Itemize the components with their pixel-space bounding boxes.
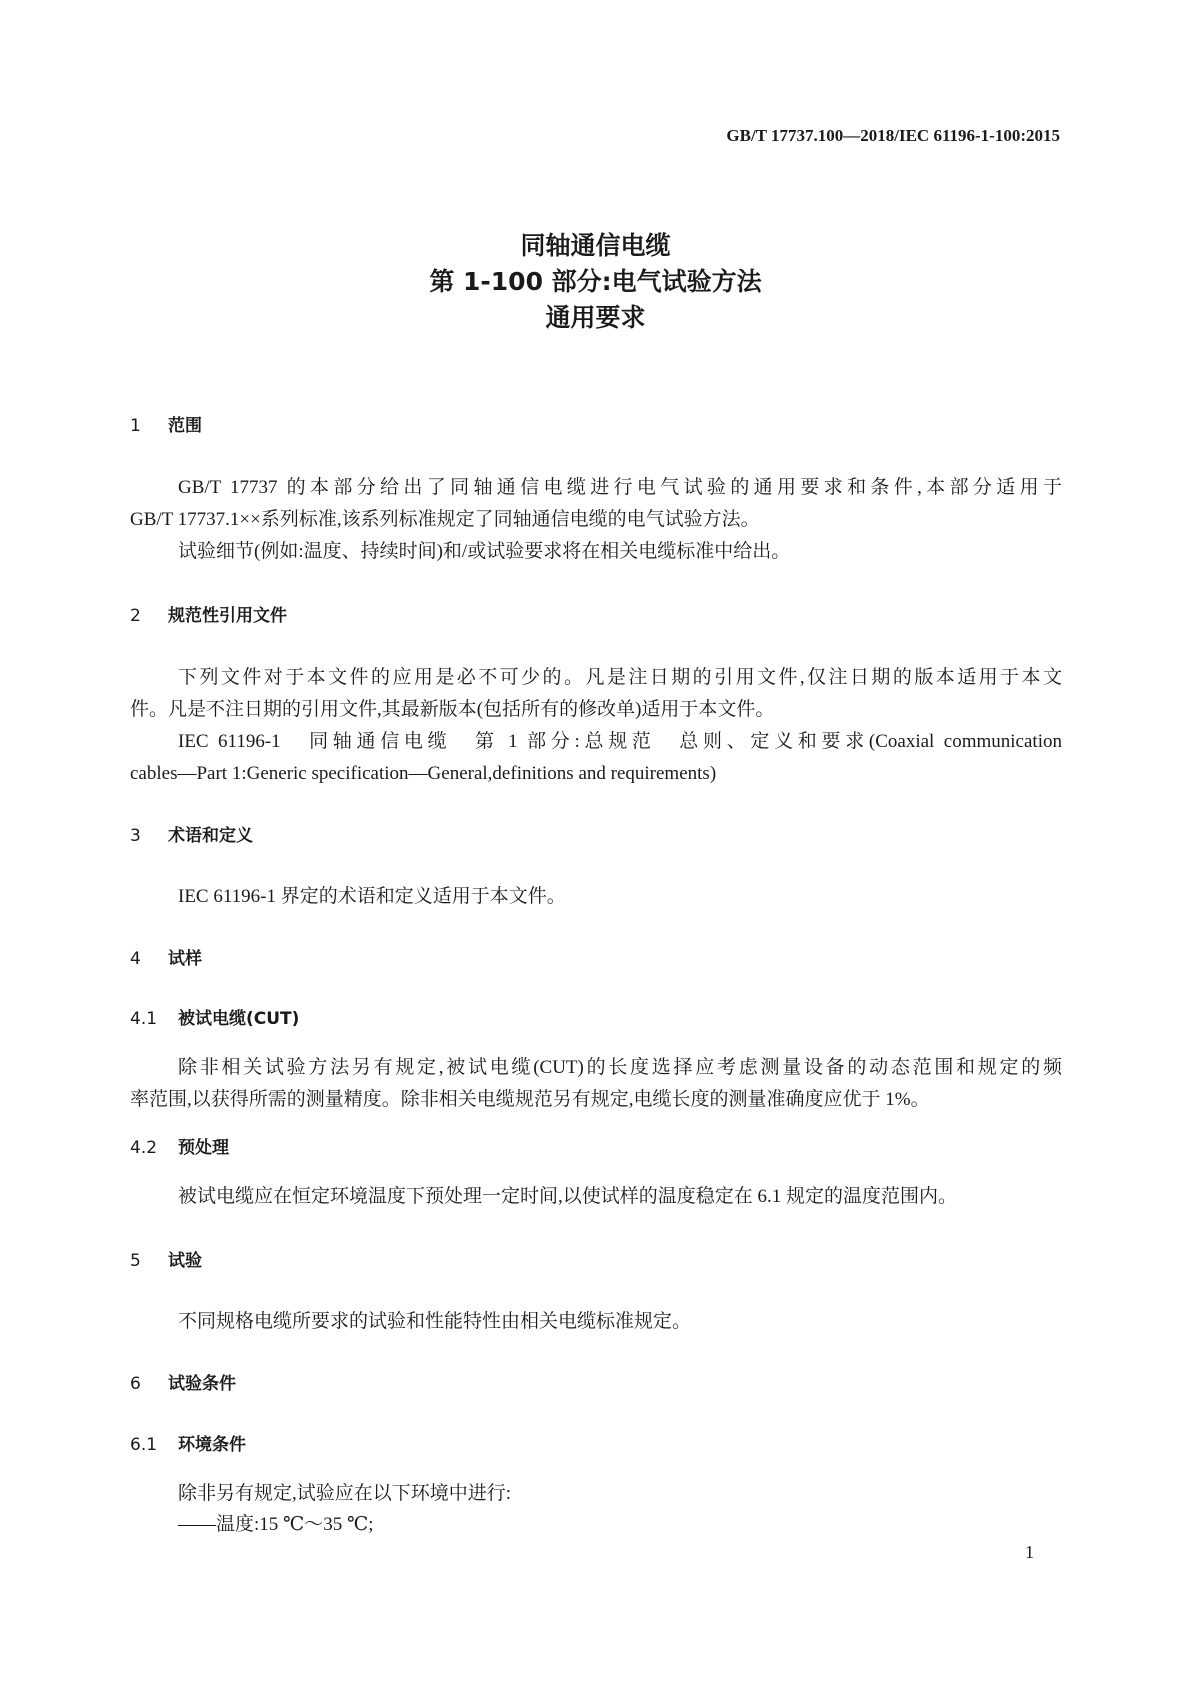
paragraph-line: 下列文件对于本文件的应用是必不可少的。凡是注日期的引用文件,仅注日期的版本适用于本文: [178, 667, 1062, 688]
list-item: ——温度:15 ℃～35 ℃;: [178, 1514, 374, 1535]
title-line-1: 同轴通信电缆: [520, 231, 671, 260]
section-number: 4.1: [130, 1009, 158, 1029]
paragraph-line: 件。凡是不注日期的引用文件,其最新版本(包括所有的修改单)适用于本文件。: [130, 699, 775, 720]
section-6-heading: [130, 1372, 236, 1396]
section-number: 6: [130, 1374, 141, 1394]
title-line-2: 第 1-100 部分:电气试验方法: [429, 267, 762, 296]
section-title: 试验: [168, 1251, 202, 1271]
section-5-heading: [130, 1249, 202, 1273]
section-4-2-heading: [130, 1136, 229, 1160]
section-title: 被试电缆(CUT): [178, 1009, 300, 1029]
section-number: 3: [130, 826, 141, 846]
paragraph: 不同规格电缆所要求的试验和性能特性由相关电缆标准规定。: [178, 1311, 692, 1332]
section-4-heading: [130, 947, 202, 971]
standard-number: GB/T 17737.100—2018/IEC 61196-1-100:2015: [726, 126, 1060, 145]
section-number: 5: [130, 1251, 141, 1271]
section-number: 4: [130, 949, 141, 969]
title-line-3: 通用要求: [545, 303, 646, 332]
paragraph: IEC 61196-1 界定的术语和定义适用于本文件。: [178, 886, 566, 907]
section-title: 环境条件: [178, 1435, 246, 1455]
section-4-1-heading: [130, 1007, 299, 1031]
paragraph-line: 率范围,以获得所需的测量精度。除非相关电缆规范另有规定,电缆长度的测量准确度应优于 1%。: [130, 1089, 930, 1110]
page-number: 1: [1025, 1542, 1034, 1562]
section-number: 4.2: [130, 1138, 158, 1158]
section-1-heading: [130, 414, 202, 438]
reference-line: IEC 61196-1 同轴通信电缆 第 1 部分:总规范 总则、定义和要求(Coaxial communication: [178, 731, 1062, 752]
section-2-heading: [130, 604, 287, 628]
section-3-heading: [130, 824, 253, 848]
reference-line: cables—Part 1:Generic specification—General,definitions and requirements): [130, 763, 717, 784]
section-number: 2: [130, 606, 141, 626]
section-number: 1: [130, 416, 141, 436]
paragraph: 试验细节(例如:温度、持续时间)和/或试验要求将在相关电缆标准中给出。: [178, 541, 791, 562]
paragraph: 被试电缆应在恒定环境温度下预处理一定时间,以使试样的温度稳定在 6.1 规定的温度范围内。: [178, 1186, 958, 1207]
section-title: 范围: [168, 416, 202, 436]
section-number: 6.1: [130, 1435, 158, 1455]
section-6-1-heading: [130, 1433, 246, 1457]
paragraph-line: 除非相关试验方法另有规定,被试电缆(CUT)的长度选择应考虑测量设备的动态范围和规定的频: [178, 1057, 1062, 1078]
section-title: 试验条件: [168, 1374, 236, 1394]
section-title: 术语和定义: [168, 826, 253, 846]
section-title: 试样: [168, 949, 202, 969]
section-title: 规范性引用文件: [168, 606, 287, 626]
section-title: 预处理: [178, 1138, 229, 1158]
paragraph: 除非另有规定,试验应在以下环境中进行:: [178, 1483, 512, 1504]
paragraph-line: GB/T 17737.1××系列标准,该系列标准规定了同轴通信电缆的电气试验方法。: [130, 509, 760, 530]
paragraph-line: GB/T 17737 的本部分给出了同轴通信电缆进行电气试验的通用要求和条件,本部分适用于: [178, 477, 1062, 498]
